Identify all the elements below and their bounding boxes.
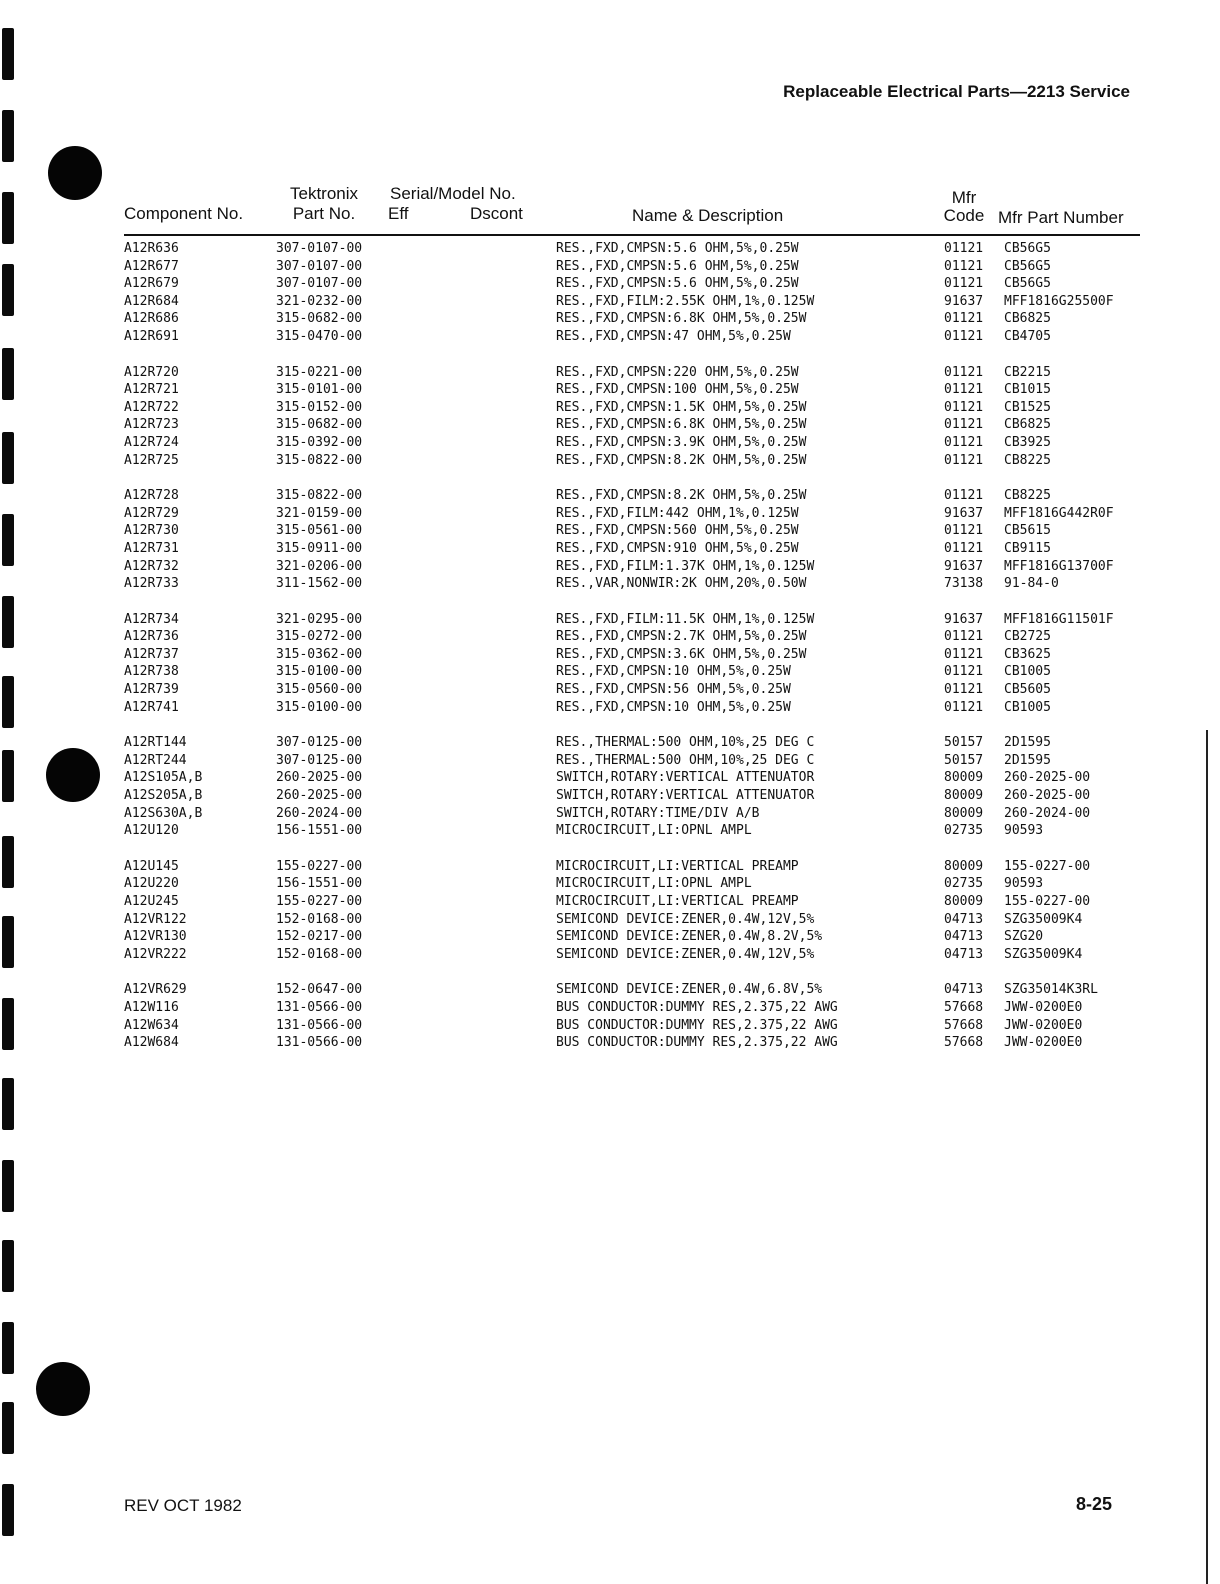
col-eff: Eff <box>388 204 409 223</box>
mfr-code-cell: 04713 <box>944 929 984 945</box>
description-cell: RES.,FXD,CMPSN:2.7K OHM,5%,0.25W <box>556 629 807 645</box>
mfr-part-number-cell: 155-0227-00 <box>1004 858 1091 874</box>
mfr-part-number-cell: CB5605 <box>1004 682 1051 698</box>
part-no-cell: 311-1562-00 <box>276 576 363 592</box>
table-row <box>0 258 1220 276</box>
mfr-part-number-cell: 2D1595 <box>1004 735 1051 751</box>
component-no-cell: A12R736 <box>124 629 179 645</box>
component-no-cell: A12U145 <box>124 858 179 874</box>
description-cell: MICROCIRCUIT,LI:OPNL AMPL <box>556 823 752 839</box>
mfr-code-cell: 01121 <box>944 540 984 556</box>
mfr-code-cell: 01121 <box>944 364 984 380</box>
component-no-cell: A12R724 <box>124 434 179 450</box>
table-row <box>0 1017 1220 1035</box>
mfr-code-cell: 91637 <box>944 293 984 309</box>
parts-table <box>0 240 1220 1070</box>
description-cell: SEMICOND DEVICE:ZENER,0.4W,8.2V,5% <box>556 929 823 945</box>
description-cell: RES.,VAR,NONWIR:2K OHM,20%,0.50W <box>556 576 807 592</box>
col-mfr-part-number: Mfr Part Number <box>998 208 1124 227</box>
table-row <box>0 416 1220 434</box>
mfr-part-number-cell: CB1005 <box>1004 664 1051 680</box>
mfr-part-number-cell: 90593 <box>1004 876 1044 892</box>
mfr-part-number-cell: CB2725 <box>1004 629 1051 645</box>
table-row <box>0 999 1220 1017</box>
component-no-cell: A12R733 <box>124 576 179 592</box>
description-cell: SEMICOND DEVICE:ZENER,0.4W,6.8V,5% <box>556 982 823 998</box>
mfr-code-cell: 80009 <box>944 894 984 909</box>
part-no-cell: 152-0217-00 <box>276 929 363 945</box>
table-row <box>0 928 1220 946</box>
component-no-cell: A12R730 <box>124 523 179 539</box>
mfr-code-cell: 50157 <box>944 735 984 751</box>
col-component-no: Component No. <box>124 204 244 223</box>
description-cell: RES.,FXD,CMPSN:8.2K OHM,5%,0.25W <box>556 452 807 468</box>
component-no-cell: A12VR122 <box>124 911 187 927</box>
mfr-code-cell: 01121 <box>944 523 984 539</box>
mfr-part-number-cell: CB3625 <box>1004 646 1051 662</box>
mfr-code-cell: 91637 <box>944 558 984 574</box>
mfr-code-cell: 01121 <box>944 699 984 715</box>
part-no-cell: 307-0107-00 <box>276 241 363 256</box>
component-no-cell: A12U220 <box>124 876 179 892</box>
table-row <box>0 275 1220 293</box>
mfr-code-cell: 02735 <box>944 876 984 892</box>
description-cell: RES.,FXD,CMPSN:10 OHM,5%,0.25W <box>556 699 791 715</box>
table-row <box>0 310 1220 328</box>
col-dscont: Dscont <box>470 204 523 223</box>
component-no-cell: A12R691 <box>124 328 179 344</box>
revision-date: REV OCT 1982 <box>124 1496 242 1515</box>
component-no-cell: A12R729 <box>124 505 179 521</box>
description-cell: SEMICOND DEVICE:ZENER,0.4W,12V,5% <box>556 946 815 962</box>
description-cell: SWITCH,ROTARY:VERTICAL ATTENUATOR <box>556 770 815 786</box>
table-row <box>0 452 1220 470</box>
header-rule <box>124 234 1140 236</box>
table-row <box>0 240 1220 258</box>
mfr-part-number-cell: SZG20 <box>1004 929 1044 945</box>
mfr-part-number-cell: JWW-0200E0 <box>1004 1017 1083 1033</box>
component-no-cell: A12S630A,B <box>124 805 203 821</box>
mfr-code-cell: 04713 <box>944 946 984 962</box>
description-cell: RES.,FXD,CMPSN:56 OHM,5%,0.25W <box>556 682 791 698</box>
part-no-cell: 152-0647-00 <box>276 982 363 998</box>
page-header-title: Replaceable Electrical Parts—2213 Service <box>783 82 1130 101</box>
mfr-part-number-cell: JWW-0200E0 <box>1004 1035 1083 1051</box>
mfr-code-cell: 01121 <box>944 452 984 468</box>
binder-mark <box>2 1078 14 1130</box>
table-row <box>0 981 1220 999</box>
description-cell: MICROCIRCUIT,LI:VERTICAL PREAMP <box>556 894 799 909</box>
description-cell: SEMICOND DEVICE:ZENER,0.4W,12V,5% <box>556 911 815 927</box>
component-no-cell: A12R732 <box>124 558 179 574</box>
table-row <box>0 911 1220 929</box>
binder-mark <box>2 1240 14 1292</box>
part-no-cell: 152-0168-00 <box>276 946 363 962</box>
table-row <box>0 663 1220 681</box>
table-row <box>0 434 1220 452</box>
mfr-part-number-cell: MFF1816G442R0F <box>1004 505 1114 521</box>
part-no-cell: 260-2025-00 <box>276 770 363 786</box>
mfr-part-number-cell: 91-84-0 <box>1004 576 1059 592</box>
mfr-code-cell: 01121 <box>944 328 984 344</box>
mfr-part-number-cell: CB8225 <box>1004 488 1051 504</box>
row-group <box>0 240 1220 346</box>
col-tektronix: Tektronix <box>289 184 359 203</box>
mfr-code-cell: 80009 <box>944 858 984 874</box>
binder-mark <box>2 110 14 162</box>
mfr-part-number-cell: CB1525 <box>1004 399 1051 415</box>
part-no-cell: 156-1551-00 <box>276 876 363 892</box>
mfr-code-cell: 01121 <box>944 311 984 327</box>
mfr-code-cell: 01121 <box>944 258 984 274</box>
mfr-part-number-cell: CB56G5 <box>1004 258 1051 274</box>
mfr-code-cell: 04713 <box>944 911 984 927</box>
mfr-part-number-cell: 260-2025-00 <box>1004 788 1091 804</box>
mfr-part-number-cell: 260-2024-00 <box>1004 805 1091 821</box>
mfr-code-cell: 57668 <box>944 1035 984 1051</box>
mfr-part-number-cell: SZG35009K4 <box>1004 911 1083 927</box>
table-row <box>0 381 1220 399</box>
part-no-cell: 155-0227-00 <box>276 894 363 909</box>
description-cell: RES.,FXD,CMPSN:910 OHM,5%,0.25W <box>556 540 799 556</box>
mfr-part-number-cell: CB1005 <box>1004 699 1051 715</box>
col-part-no: Part No. <box>292 204 356 223</box>
table-row <box>0 752 1220 770</box>
mfr-part-number-cell: 155-0227-00 <box>1004 894 1091 909</box>
part-no-cell: 321-0232-00 <box>276 293 363 309</box>
part-no-cell: 315-0561-00 <box>276 523 363 539</box>
part-no-cell: 315-0101-00 <box>276 382 363 398</box>
part-no-cell: 321-0295-00 <box>276 611 363 627</box>
part-no-cell: 315-0100-00 <box>276 664 363 680</box>
binder-mark <box>2 1402 14 1454</box>
mfr-code-cell: 01121 <box>944 417 984 433</box>
part-no-cell: 321-0159-00 <box>276 505 363 521</box>
part-no-cell: 131-0566-00 <box>276 999 363 1015</box>
mfr-part-number-cell: MFF1816G13700F <box>1004 558 1114 574</box>
part-no-cell: 321-0206-00 <box>276 558 363 574</box>
component-no-cell: A12R741 <box>124 699 179 715</box>
part-no-cell: 156-1551-00 <box>276 823 363 839</box>
component-no-cell: A12VR222 <box>124 946 187 962</box>
description-cell: SWITCH,ROTARY:VERTICAL ATTENUATOR <box>556 788 815 804</box>
table-row <box>0 646 1220 664</box>
mfr-code-cell: 73138 <box>944 576 984 592</box>
description-cell: RES.,THERMAL:500 OHM,10%,25 DEG C <box>556 752 815 768</box>
part-no-cell: 315-0272-00 <box>276 629 363 645</box>
row-group <box>0 611 1220 717</box>
column-headers <box>0 180 1220 236</box>
component-no-cell: A12S205A,B <box>124 788 203 804</box>
description-cell: RES.,FXD,CMPSN:6.8K OHM,5%,0.25W <box>556 311 807 327</box>
component-no-cell: A12R686 <box>124 311 179 327</box>
part-no-cell: 315-0822-00 <box>276 488 363 504</box>
description-cell: RES.,FXD,FILM:1.37K OHM,1%,0.125W <box>556 558 815 574</box>
mfr-code-cell: 01121 <box>944 399 984 415</box>
description-cell: RES.,THERMAL:500 OHM,10%,25 DEG C <box>556 735 815 751</box>
description-cell: RES.,FXD,CMPSN:1.5K OHM,5%,0.25W <box>556 399 807 415</box>
part-no-cell: 307-0107-00 <box>276 276 363 292</box>
component-no-cell: A12RT244 <box>124 752 187 768</box>
description-cell: RES.,FXD,CMPSN:3.9K OHM,5%,0.25W <box>556 434 807 450</box>
mfr-code-cell: 57668 <box>944 1017 984 1033</box>
mfr-code-cell: 01121 <box>944 682 984 698</box>
table-row <box>0 893 1220 911</box>
description-cell: RES.,FXD,CMPSN:220 OHM,5%,0.25W <box>556 364 799 380</box>
part-no-cell: 155-0227-00 <box>276 858 363 874</box>
mfr-part-number-cell: CB2215 <box>1004 364 1051 380</box>
mfr-part-number-cell: JWW-0200E0 <box>1004 999 1083 1015</box>
binder-mark <box>2 1484 14 1536</box>
table-row <box>0 611 1220 629</box>
table-row <box>0 734 1220 752</box>
mfr-code-cell: 80009 <box>944 788 984 804</box>
mfr-part-number-cell: 260-2025-00 <box>1004 770 1091 786</box>
mfr-part-number-cell: SZG35009K4 <box>1004 946 1083 962</box>
part-no-cell: 315-0822-00 <box>276 452 363 468</box>
component-no-cell: A12RT144 <box>124 735 187 751</box>
part-no-cell: 307-0125-00 <box>276 735 363 751</box>
part-no-cell: 307-0107-00 <box>276 258 363 274</box>
mfr-code-cell: 91637 <box>944 611 984 627</box>
description-cell: RES.,FXD,CMPSN:10 OHM,5%,0.25W <box>556 664 791 680</box>
component-no-cell: A12U120 <box>124 823 179 839</box>
col-mfr-code: Code <box>943 206 985 225</box>
mfr-code-cell: 80009 <box>944 770 984 786</box>
mfr-code-cell: 02735 <box>944 823 984 839</box>
mfr-part-number-cell: 2D1595 <box>1004 752 1051 768</box>
component-no-cell: A12VR130 <box>124 929 187 945</box>
mfr-part-number-cell: CB6825 <box>1004 417 1051 433</box>
part-no-cell: 260-2025-00 <box>276 788 363 804</box>
binder-mark <box>2 1322 14 1374</box>
description-cell: BUS CONDUCTOR:DUMMY RES,2.375,22 AWG <box>556 999 838 1015</box>
part-no-cell: 131-0566-00 <box>276 1017 363 1033</box>
row-group <box>0 487 1220 593</box>
description-cell: MICROCIRCUIT,LI:OPNL AMPL <box>556 876 752 892</box>
component-no-cell: A12R738 <box>124 664 179 680</box>
mfr-part-number-cell: CB9115 <box>1004 540 1051 556</box>
mfr-code-cell: 91637 <box>944 505 984 521</box>
table-row <box>0 540 1220 558</box>
table-row <box>0 505 1220 523</box>
component-no-cell: A12R679 <box>124 276 179 292</box>
description-cell: RES.,FXD,CMPSN:5.6 OHM,5%,0.25W <box>556 258 799 274</box>
table-row <box>0 558 1220 576</box>
part-no-cell: 315-0470-00 <box>276 328 363 344</box>
component-no-cell: A12R737 <box>124 646 179 662</box>
mfr-part-number-cell: MFF1816G25500F <box>1004 293 1114 309</box>
description-cell: RES.,FXD,CMPSN:560 OHM,5%,0.25W <box>556 523 799 539</box>
table-row <box>0 875 1220 893</box>
row-group <box>0 734 1220 840</box>
col-serial-model: Serial/Model No. <box>390 184 516 203</box>
description-cell: RES.,FXD,CMPSN:6.8K OHM,5%,0.25W <box>556 417 807 433</box>
mfr-code-cell: 01121 <box>944 276 984 292</box>
mfr-part-number-cell: MFF1816G11501F <box>1004 611 1114 627</box>
mfr-code-cell: 01121 <box>944 434 984 450</box>
mfr-code-cell: 01121 <box>944 629 984 645</box>
component-no-cell: A12R721 <box>124 382 179 398</box>
component-no-cell: A12R728 <box>124 488 179 504</box>
description-cell: MICROCIRCUIT,LI:VERTICAL PREAMP <box>556 858 799 874</box>
part-no-cell: 131-0566-00 <box>276 1035 363 1051</box>
part-no-cell: 315-0392-00 <box>276 434 363 450</box>
mfr-code-cell: 50157 <box>944 752 984 768</box>
mfr-code-cell: 80009 <box>944 805 984 821</box>
description-cell: RES.,FXD,CMPSN:5.6 OHM,5%,0.25W <box>556 276 799 292</box>
table-row <box>0 364 1220 382</box>
part-no-cell: 315-0152-00 <box>276 399 363 415</box>
component-no-cell: A12R731 <box>124 540 179 556</box>
mfr-code-cell: 01121 <box>944 646 984 662</box>
table-row <box>0 628 1220 646</box>
binder-mark <box>2 1160 14 1212</box>
description-cell: RES.,FXD,CMPSN:47 OHM,5%,0.25W <box>556 328 791 344</box>
part-no-cell: 315-0682-00 <box>276 417 363 433</box>
table-row <box>0 858 1220 876</box>
part-no-cell: 315-0911-00 <box>276 540 363 556</box>
mfr-part-number-cell: CB5615 <box>1004 523 1051 539</box>
component-no-cell: A12R725 <box>124 452 179 468</box>
component-no-cell: A12R684 <box>124 293 179 309</box>
description-cell: RES.,FXD,FILM:11.5K OHM,1%,0.125W <box>556 611 815 627</box>
part-no-cell: 315-0221-00 <box>276 364 363 380</box>
table-row <box>0 522 1220 540</box>
component-no-cell: A12S105A,B <box>124 770 203 786</box>
mfr-part-number-cell: CB1015 <box>1004 382 1051 398</box>
page-number: 8-25 <box>1075 1494 1112 1514</box>
table-row <box>0 328 1220 346</box>
table-row <box>0 822 1220 840</box>
row-group <box>0 364 1220 470</box>
description-cell: RES.,FXD,FILM:442 OHM,1%,0.125W <box>556 505 799 521</box>
table-row <box>0 399 1220 417</box>
table-row <box>0 1034 1220 1052</box>
table-row <box>0 575 1220 593</box>
component-no-cell: A12R677 <box>124 258 179 274</box>
col-mfr: Mfr <box>951 188 977 207</box>
table-row <box>0 293 1220 311</box>
component-no-cell: A12R739 <box>124 682 179 698</box>
mfr-part-number-cell: SZG35014K3RL <box>1004 982 1098 998</box>
component-no-cell: A12W116 <box>124 999 179 1015</box>
part-no-cell: 315-0560-00 <box>276 682 363 698</box>
component-no-cell: A12R722 <box>124 399 179 415</box>
mfr-code-cell: 01121 <box>944 488 984 504</box>
description-cell: BUS CONDUCTOR:DUMMY RES,2.375,22 AWG <box>556 1035 838 1051</box>
part-no-cell: 152-0168-00 <box>276 911 363 927</box>
description-cell: RES.,FXD,CMPSN:8.2K OHM,5%,0.25W <box>556 488 807 504</box>
mfr-code-cell: 04713 <box>944 982 984 998</box>
binder-mark <box>2 28 14 80</box>
mfr-part-number-cell: CB6825 <box>1004 311 1051 327</box>
component-no-cell: A12W634 <box>124 1017 179 1033</box>
part-no-cell: 315-0100-00 <box>276 699 363 715</box>
description-cell: RES.,FXD,CMPSN:5.6 OHM,5%,0.25W <box>556 241 799 256</box>
table-row <box>0 805 1220 823</box>
component-no-cell: A12R723 <box>124 417 179 433</box>
component-no-cell: A12W684 <box>124 1035 179 1051</box>
description-cell: RES.,FXD,CMPSN:100 OHM,5%,0.25W <box>556 382 799 398</box>
component-no-cell: A12VR629 <box>124 982 187 998</box>
mfr-code-cell: 57668 <box>944 999 984 1015</box>
table-row <box>0 769 1220 787</box>
part-no-cell: 315-0362-00 <box>276 646 363 662</box>
mfr-code-cell: 01121 <box>944 241 984 256</box>
component-no-cell: A12U245 <box>124 894 179 909</box>
mfr-part-number-cell: CB3925 <box>1004 434 1051 450</box>
table-row <box>0 681 1220 699</box>
description-cell: SWITCH,ROTARY:TIME/DIV A/B <box>556 805 760 821</box>
mfr-code-cell: 01121 <box>944 382 984 398</box>
row-group <box>0 858 1220 964</box>
description-cell: RES.,FXD,CMPSN:3.6K OHM,5%,0.25W <box>556 646 807 662</box>
mfr-part-number-cell: CB56G5 <box>1004 241 1051 256</box>
mfr-part-number-cell: CB56G5 <box>1004 276 1051 292</box>
table-row <box>0 699 1220 717</box>
component-no-cell: A12R720 <box>124 364 179 380</box>
part-no-cell: 307-0125-00 <box>276 752 363 768</box>
component-no-cell: A12R734 <box>124 611 179 627</box>
row-group <box>0 981 1220 1051</box>
mfr-part-number-cell: CB4705 <box>1004 328 1051 344</box>
description-cell: RES.,FXD,FILM:2.55K OHM,1%,0.125W <box>556 293 815 309</box>
table-row <box>0 946 1220 964</box>
col-name-description: Name & Description <box>632 206 784 225</box>
punch-hole <box>36 1362 90 1416</box>
mfr-part-number-cell: CB8225 <box>1004 452 1051 468</box>
part-no-cell: 315-0682-00 <box>276 311 363 327</box>
table-row <box>0 787 1220 805</box>
mfr-part-number-cell: 90593 <box>1004 823 1044 839</box>
mfr-code-cell: 01121 <box>944 664 984 680</box>
table-row <box>0 487 1220 505</box>
component-no-cell: A12R636 <box>124 241 179 256</box>
description-cell: BUS CONDUCTOR:DUMMY RES,2.375,22 AWG <box>556 1017 838 1033</box>
part-no-cell: 260-2024-00 <box>276 805 363 821</box>
